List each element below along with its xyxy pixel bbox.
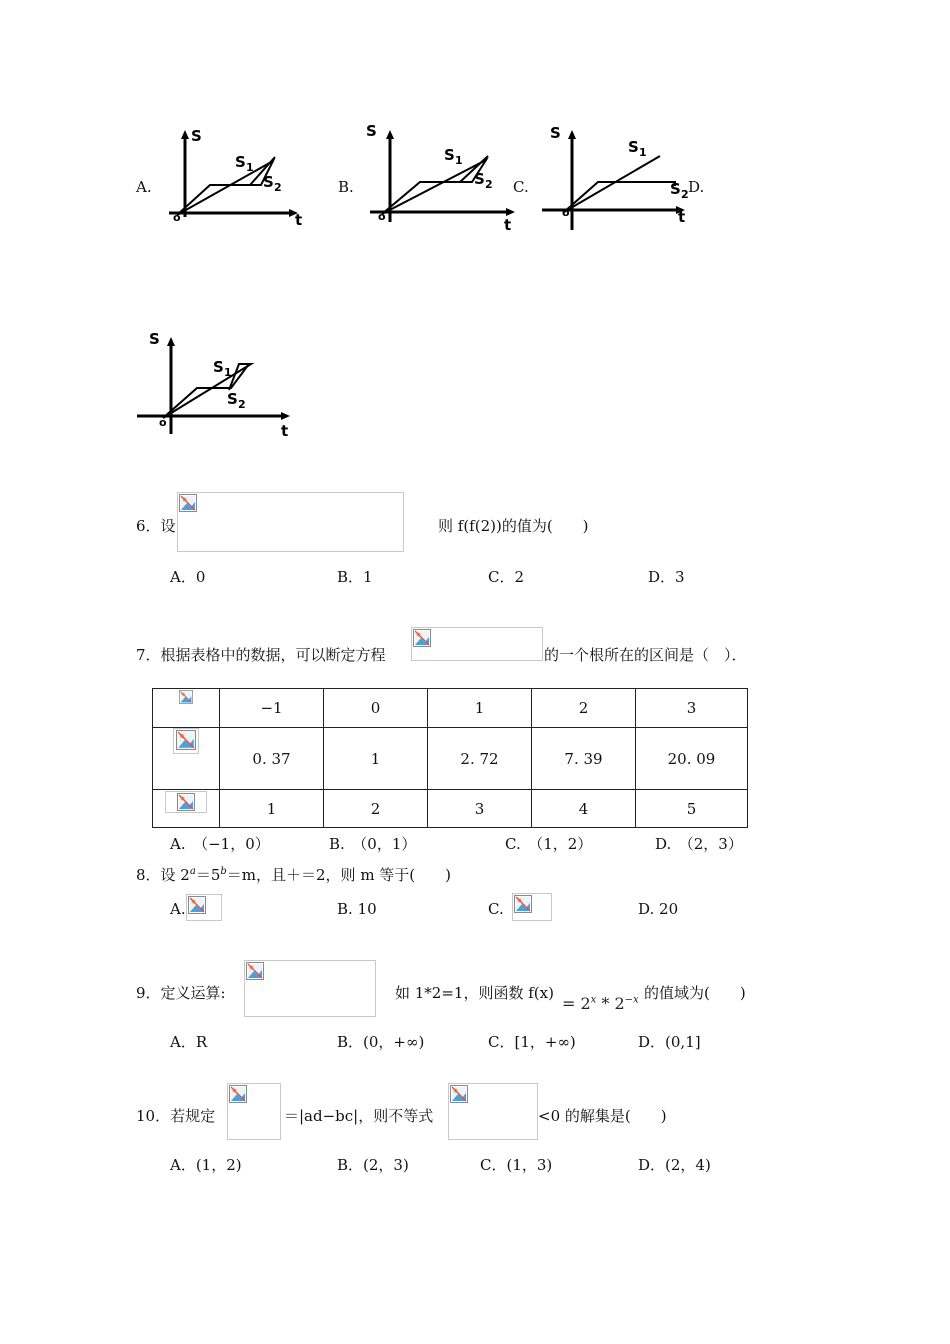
table-row [153, 790, 748, 828]
row-header-x [153, 689, 220, 728]
q10-option-a: A．(1，2) [170, 1156, 242, 1174]
q6-option-a: A．0 [170, 568, 206, 586]
graph-d [135, 330, 300, 442]
table-cell: 1 [324, 728, 428, 790]
curve-s1-sub: 1 [639, 146, 647, 159]
broken-image-icon [229, 1085, 247, 1103]
q7-option-a: A. （−1，0） [170, 835, 270, 853]
row-header-ex [153, 728, 220, 790]
q6-option-b: B．1 [337, 568, 373, 586]
axis-t-label: t [504, 216, 512, 234]
q6-option-d: D．3 [648, 568, 685, 586]
curve-s2-sub: 2 [274, 181, 282, 194]
graph-d-label: D. [688, 178, 705, 196]
curve-s2-sub: 2 [238, 398, 246, 411]
q9-option-a: A．R [170, 1033, 208, 1051]
origin-label: o [159, 416, 167, 429]
q9-option-b: B．(0，+∞) [337, 1033, 425, 1051]
axis-t-label: t [678, 208, 686, 226]
q8-text: 8．设 2 [136, 866, 190, 884]
table-cell: 3 [428, 790, 532, 828]
broken-image-icon [188, 896, 206, 914]
curve-s2-label: S [227, 390, 238, 408]
axis-t-label: t [295, 211, 303, 229]
q9-suffix: 的值域为( ) [644, 984, 746, 1002]
q10-mid: ＝|ad−bc|，则不等式 [284, 1107, 434, 1125]
curve-s1-label: S [213, 358, 224, 376]
curve-s2-sub: 2 [485, 178, 493, 191]
q10-determinant-image [227, 1083, 281, 1140]
graph-a [165, 125, 310, 230]
table-cell: 20. 09 [636, 728, 748, 790]
q8-mid: ＝5 [195, 866, 221, 884]
broken-image-icon [179, 494, 197, 512]
q9-mid: 如 1*2=1，则函数 f(x) [395, 984, 554, 1002]
curve-s2-sub: 2 [681, 188, 689, 201]
origin-label: o [378, 210, 386, 223]
graph-c-label: C. [513, 178, 529, 196]
q10-prefix: 10．若规定 [136, 1107, 216, 1125]
curve-s2-label: S [263, 173, 274, 191]
q9-formula-exp1: x [590, 994, 597, 1006]
curve-s2-label: S [474, 170, 485, 188]
q8-option-a-image [186, 894, 222, 921]
q10-option-b: B．(2，3) [337, 1156, 409, 1174]
broken-image-icon [179, 690, 193, 704]
curve-s1-sub: 1 [224, 366, 232, 379]
graph-c [540, 122, 700, 232]
q7-option-c: C. （1，2） [505, 835, 593, 853]
axis-s-label: S [550, 124, 561, 142]
q7-suffix: 的一个根所在的区间是（ ）． [544, 646, 747, 664]
q7-option-d: D. （2，3） [655, 835, 743, 853]
q8-question [136, 864, 451, 885]
curve-s1-label: S [235, 153, 246, 171]
q8-exp-a: a [189, 866, 196, 877]
table-row [153, 689, 748, 728]
table-cell: −1 [220, 689, 324, 728]
graph-b-label: B. [338, 178, 354, 196]
table-cell: 4 [532, 790, 636, 828]
axis-s-label: S [366, 122, 377, 140]
q8-rest: ＝m，且＋＝2，则 m 等于( ) [226, 866, 452, 884]
graph-b [360, 122, 520, 232]
q9-formula-op: * 2 [596, 994, 625, 1013]
q7-prefix: 7．根据表格中的数据，可以断定方程 [136, 646, 386, 664]
q9-formula-base: = 2 [562, 994, 591, 1013]
table-cell: 1 [220, 790, 324, 828]
axis-s-label: S [191, 127, 202, 145]
q8-option-b: B. 10 [337, 900, 377, 918]
q9-option-c: C．[1，+∞) [488, 1033, 576, 1051]
table-cell: 7. 39 [532, 728, 636, 790]
q8-exp-b: b [220, 866, 227, 877]
q6-formula-image [177, 492, 404, 552]
q6-prefix: 6．设 [136, 517, 176, 535]
table-cell: 2 [324, 790, 428, 828]
row-header-x-plus-2 [153, 790, 220, 828]
axis-s-label: S [149, 330, 160, 348]
q10-option-c: C．(1，3) [480, 1156, 553, 1174]
q9-formula [562, 994, 639, 1013]
broken-image-icon [176, 730, 196, 750]
q8-option-c: C. [488, 900, 504, 918]
table-row [153, 728, 748, 790]
q9-formula-exp2: −x [624, 994, 639, 1006]
curve-s1-label: S [444, 146, 455, 164]
q7-data-table [152, 688, 748, 828]
q8-option-a: A. [170, 900, 186, 918]
broken-image-icon [246, 962, 264, 980]
table-cell: 2 [532, 689, 636, 728]
broken-image-icon [413, 629, 431, 647]
table-cell: 0. 37 [220, 728, 324, 790]
curve-s2-label: S [670, 180, 681, 198]
table-cell: 3 [636, 689, 748, 728]
table-cell: 5 [636, 790, 748, 828]
curve-s1-sub: 1 [455, 154, 463, 167]
origin-label: o [562, 206, 570, 219]
q6-option-c: C．2 [488, 568, 525, 586]
broken-image-icon [514, 895, 532, 913]
q7-equation-image [411, 627, 543, 661]
table-cell: 2. 72 [428, 728, 532, 790]
q8-option-c-image [512, 893, 552, 921]
axis-t-label: t [281, 422, 289, 440]
q6-suffix: 则 f(f(2))的值为( ) [438, 517, 589, 535]
q10-option-d: D．(2，4) [638, 1156, 711, 1174]
graph-a-label: A. [136, 178, 152, 196]
q9-definition-image [244, 960, 376, 1017]
q10-inequality-image [448, 1083, 538, 1140]
broken-image-icon [177, 793, 195, 811]
q10-suffix: <0 的解集是( ) [538, 1107, 667, 1125]
curve-s1-sub: 1 [246, 161, 254, 174]
q9-option-d: D．(0,1] [638, 1033, 701, 1051]
broken-image-icon [450, 1085, 468, 1103]
table-cell: 1 [428, 689, 532, 728]
table-cell: 0 [324, 689, 428, 728]
q7-option-b: B. （0，1） [329, 835, 417, 853]
q8-option-d: D. 20 [638, 900, 679, 918]
curve-s1-label: S [628, 138, 639, 156]
origin-label: o [173, 211, 181, 224]
q9-prefix: 9．定义运算: [136, 984, 226, 1002]
